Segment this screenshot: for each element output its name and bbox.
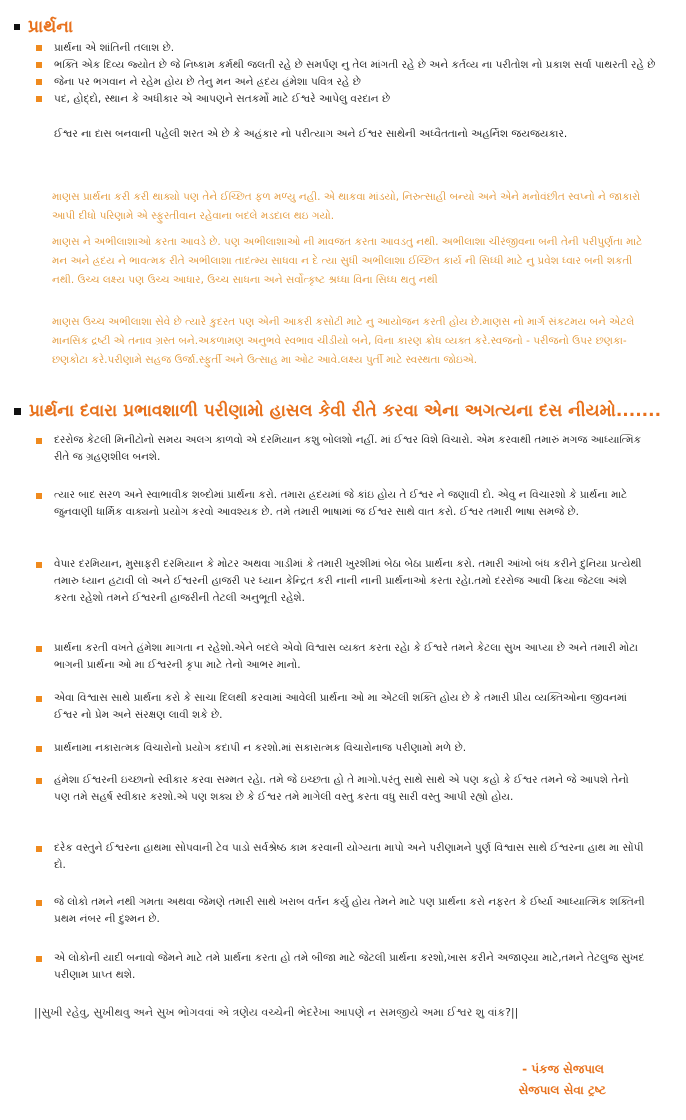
rule-item <box>36 840 648 874</box>
bullet-icon <box>36 646 42 652</box>
paragraph: માણસ ને અભીલાશાઓ કરતા આવડે છે. પણ અભીલાશાઓ ની માવજત કરતા આવડતુ નથી. અભીલાશા ચીરંજીવના બની તેની પરીપુર્ણતા માટે મન અને હ્રદય ને ભાવત્મક રીતે અભીલાશા તાદત્મ્ય સાધવા ન દે ત્યા સુધી અભીલાશા ઈચ્છિત કાર્ય ની સિધ્ધી માટે નુ પ્રવેશ ધ્વાર બની શકતી નથી. ઉચ્ચ લક્ષ્ય પણ ઉચ્ચ આધાર, ઉચ્ચ સાધના અને સર્વોત્કૃષ્ટ શ્રધ્ધા વિના સિધ્ધ થતુ નથી <box>52 236 643 286</box>
closing-quote: ||સુખી રહેવુ, સુખીથવુ અને સુખ ભોગવવાં એ ત્રણેય વચ્ચેની ભેદરેખા આપણે ન સમજીયે અમા ઈશ્વર શુ વાંક?|| <box>34 1006 519 1019</box>
heading-bullet-icon <box>14 408 21 415</box>
section-heading-text: પ્રાર્થના <box>28 17 74 37</box>
bullet-icon <box>36 956 42 962</box>
rule-item <box>36 950 648 984</box>
bullet-icon <box>36 493 42 499</box>
rule-item <box>36 487 648 521</box>
rule-text: પ્રાર્થના કરતી વખતે હંમેશા માગતા ન રહેશો.એને બદલે એવો વિશ્વાસ વ્યક્ત કરતા રહેા કે ઈશ્વરે તમને કેટલા સુખ આપ્યા છે અને તમારી મોટા ભાગની પ્રાર્થના ઓ મા ઈશ્વરની કૃપા માટે તેનો આભર માનો. <box>54 642 638 671</box>
rule-item <box>36 640 648 674</box>
rule-item <box>36 432 648 466</box>
section-heading-text: પ્રાર્થના દવારા પ્રભાવશાળી પરીણામો હાસલ કેવી રીતે કરવા એના અગત્યના દસ નીયમો....... <box>29 401 662 421</box>
author-signature: - પંકજ સેજપાલ <box>522 1062 604 1076</box>
paragraph: માણસ ઉચ્ચ અભીલાશા સેવે છે ત્યારે કુદરત પણ એની આકરી કસોટી માટે નુ આયોજન કરતી હોય છે.માણસ નો માર્ગ સંકટમય બને એટલે માનસિક દ્રષ્ટી એ તનાવ ગ્રસ્ત બને.અકળામણ અનુભવે સ્વભાવ ચીડીયો બને, વિના કારણ ક્રોધ વ્યક્ત કરે.સ્વજનો - પરીજનો ઉપર છણકા- છણકોટા કરે.પરીણામે સહજ ઉર્જા.સ્ફુર્તી અને ઉત્સાહ મા ઓટ આવે.લક્ષ્ય પુર્તી માટે સ્વસ્થતા જોઇએ. <box>52 316 635 366</box>
list-item: ભક્તિ એક દિવ્ય જ્યોત છે જે નિષ્કામ કર્મથી જલતી રહે છે સમર્પણ નુ તેલ માંગતી રહે છે અને કર્તવ્ય ના પરીતોશ નો પ્રકાશ સર્વા પાથરતી રહે છે <box>36 57 666 74</box>
rule-text: ત્યાર બાદ સરળ અને સ્વાભાવીક શબ્દોમાં પ્રાર્થના કરો. તમારા હ્રદયમાં જે કાંઇ હોય તે ઈશ્વર ને જણાવી દો. એવુ ન વિચારશો કે પ્રાર્થના માટે જુનવાણી ધાર્મિક વાક્યનો પ્રયોગ કરવો આવશ્યક છે. તમે તમારી ભાષામાં જ ઈશ્વર સાથે વાત કરો. ઈશ્વર તમારી ભાષા સમજે છે. <box>54 489 628 518</box>
bullet-icon <box>36 900 42 906</box>
bullet-icon <box>36 846 42 852</box>
heading-bullet-icon <box>14 24 20 30</box>
paragraph: માણસ પ્રાર્થના કરી કરી થાક્યો પણ તેને ઈચ્છિત ફળ મળ્યુ નહી. એ થાકવા માંડયો, નિરુત્સાહી બન્યો અને એને મનોવંછીત સ્વપ્નો ને જાકારો આપી દીધો પરિણામે એ સ્ફુરતીવાન રહેવાના બદલે મડદાલ થઇ ગયો. <box>52 191 641 222</box>
rule-text: દરેક વસ્તુને ઈશ્વરના હાથમા સોપવાની ટેવ પાડો સર્વશ્રેષ્ઠ કામ કરવાની યોગ્યતા માપો અને પરીણામને પુર્ણ વિશ્વાસ સાથે ઈશ્વરના હાથ મા સોંપી દો. <box>54 842 644 871</box>
bullet-icon <box>36 438 42 444</box>
list-item: પદ, હોદ્દો, સ્થાન કે અધીકાર એ આપણને સતકર્મો માટે ઈશ્વરે આપેલુ વરદાન છે <box>36 91 666 108</box>
rule-item <box>36 556 648 607</box>
rule-item <box>36 894 648 928</box>
section-heading-rules <box>14 399 686 423</box>
organization-name: સેજપાલ સેવા ટ્રષ્ટ <box>518 1083 606 1097</box>
rule-item <box>36 740 648 757</box>
list-item-continuation: ઈશ્વર ના દાસ બનવાની પહેલી શરત એ છે કે અહંકાર નો પરીત્યાગ અને ઈશ્વર સાથેની અધ્વૈતતાનો અહર્નિશ જયજયકાર. <box>54 128 568 140</box>
rule-item <box>36 772 648 806</box>
bullet-icon <box>36 696 42 702</box>
list-item: જેના પર ભગવાન ને રહેમ હોય છે તેનુ મન અને હ્રદય હંમેશા પવિત્ર રહે છે <box>36 74 666 91</box>
rule-text: વેપાર દરમિયાન, મુસાફરી દરમિયાન કે મોટર અથવા ગાડીમાં કે તમારી ખુરશીમાં બેઠા બેઠા પ્રાર્થના કરો. તમારી આંખો બંધ કરીને દુનિયા પ્રત્યેથી તમારુ ધ્યાન હટાવી લો અને ઈશ્વરની હાજરી પર ધ્યાન કેન્દ્રિત કરી નાની નાની પ્રાર્થનાઓ કરતા રહેા.તમો દરરોજ આવી ક્રિયા જેટલા અંશે કરતા રહેશો તમને ઈશ્વરની હાજરીની તેટલી અનુભૂતી રહેશે. <box>54 558 642 604</box>
section-heading-prayer <box>14 16 73 38</box>
rule-text: એવા વિશ્વાસ સાથે પ્રાર્થના કરો કે સાચા દિલથી કરવામાં આવેલી પ્રાર્થના ઓ મા એટલી શક્તિ હોય છે કે તમારી પ્રીય વ્યક્તિઓના જીવનમાં ઈશ્વર નો પ્રેમ અને સંરક્ષણ લાવી શકે છે. <box>54 692 627 721</box>
rule-text: એ લોકોની યાદી બનાવો જેમને માટે તમે પ્રાર્થના કરતા હો તમે બીજા માટે જેટલી પ્રાર્થના કરશો,ખાસ કરીને અજાણ્યા માટે,તમને તેટલુજ સુખદ પરીણામ પ્રાપ્ત થશે. <box>54 952 645 981</box>
rule-text: પ્રાર્થનામા નકારાત્મક વિચારોનો પ્રયોગ કદાપી ન કરશો.માં સકારાત્મક વિચારોનાજ પરીણામો મળે છે. <box>54 742 467 754</box>
bullet-icon <box>36 778 42 784</box>
bullet-icon <box>36 562 42 568</box>
list-item: પ્રાર્થના એ શાંતિની તલાશ છે. <box>36 40 666 57</box>
rule-item <box>36 690 648 724</box>
rule-text: હંમેશા ઈશ્વરની ઇચ્છાનો સ્વીકાર કરવા સમ્મત રહેા. તમે જે ઇચ્છતા હો તે માગો.પરંતુ સાથે સાથે એ પણ કહો કે ઈશ્વર તમને જે આપશે તેનો પણ તમે સહર્ષ સ્વીકાર કરશો.એ પણ શક્ય છે કે ઈશ્વર તમે માગેલી વસ્તુ કરતા વધુ સારી વસ્તુ આપી રહ્યો હોય. <box>54 774 629 803</box>
bullet-icon <box>36 746 42 752</box>
rule-text: દરરોજ કેટલી મિનીટોનો સમય અલગ કાળવો એ દરમિયાન કશુ બોલશો નહીં. માં ઈશ્વર વિશે વિચારો. એમ કરવાથી તમારું મગજ આધ્યાત્મિક રીતે જ ગ્રહણશીલ બનશે. <box>54 434 641 463</box>
rule-text: જે લોકો તમને નથી ગમતા અથવા જેમણે તમારી સાથે ખરાબ વર્તન કર્યુ હોય તેમને માટે પણ પ્રાર્થના કરો નફરત કે ઈર્ષ્યા આધ્યાત્મિક શક્તિની પ્રથમ નંબર ની દુશ્મન છે. <box>54 896 645 925</box>
prayer-bullet-list <box>36 40 666 108</box>
